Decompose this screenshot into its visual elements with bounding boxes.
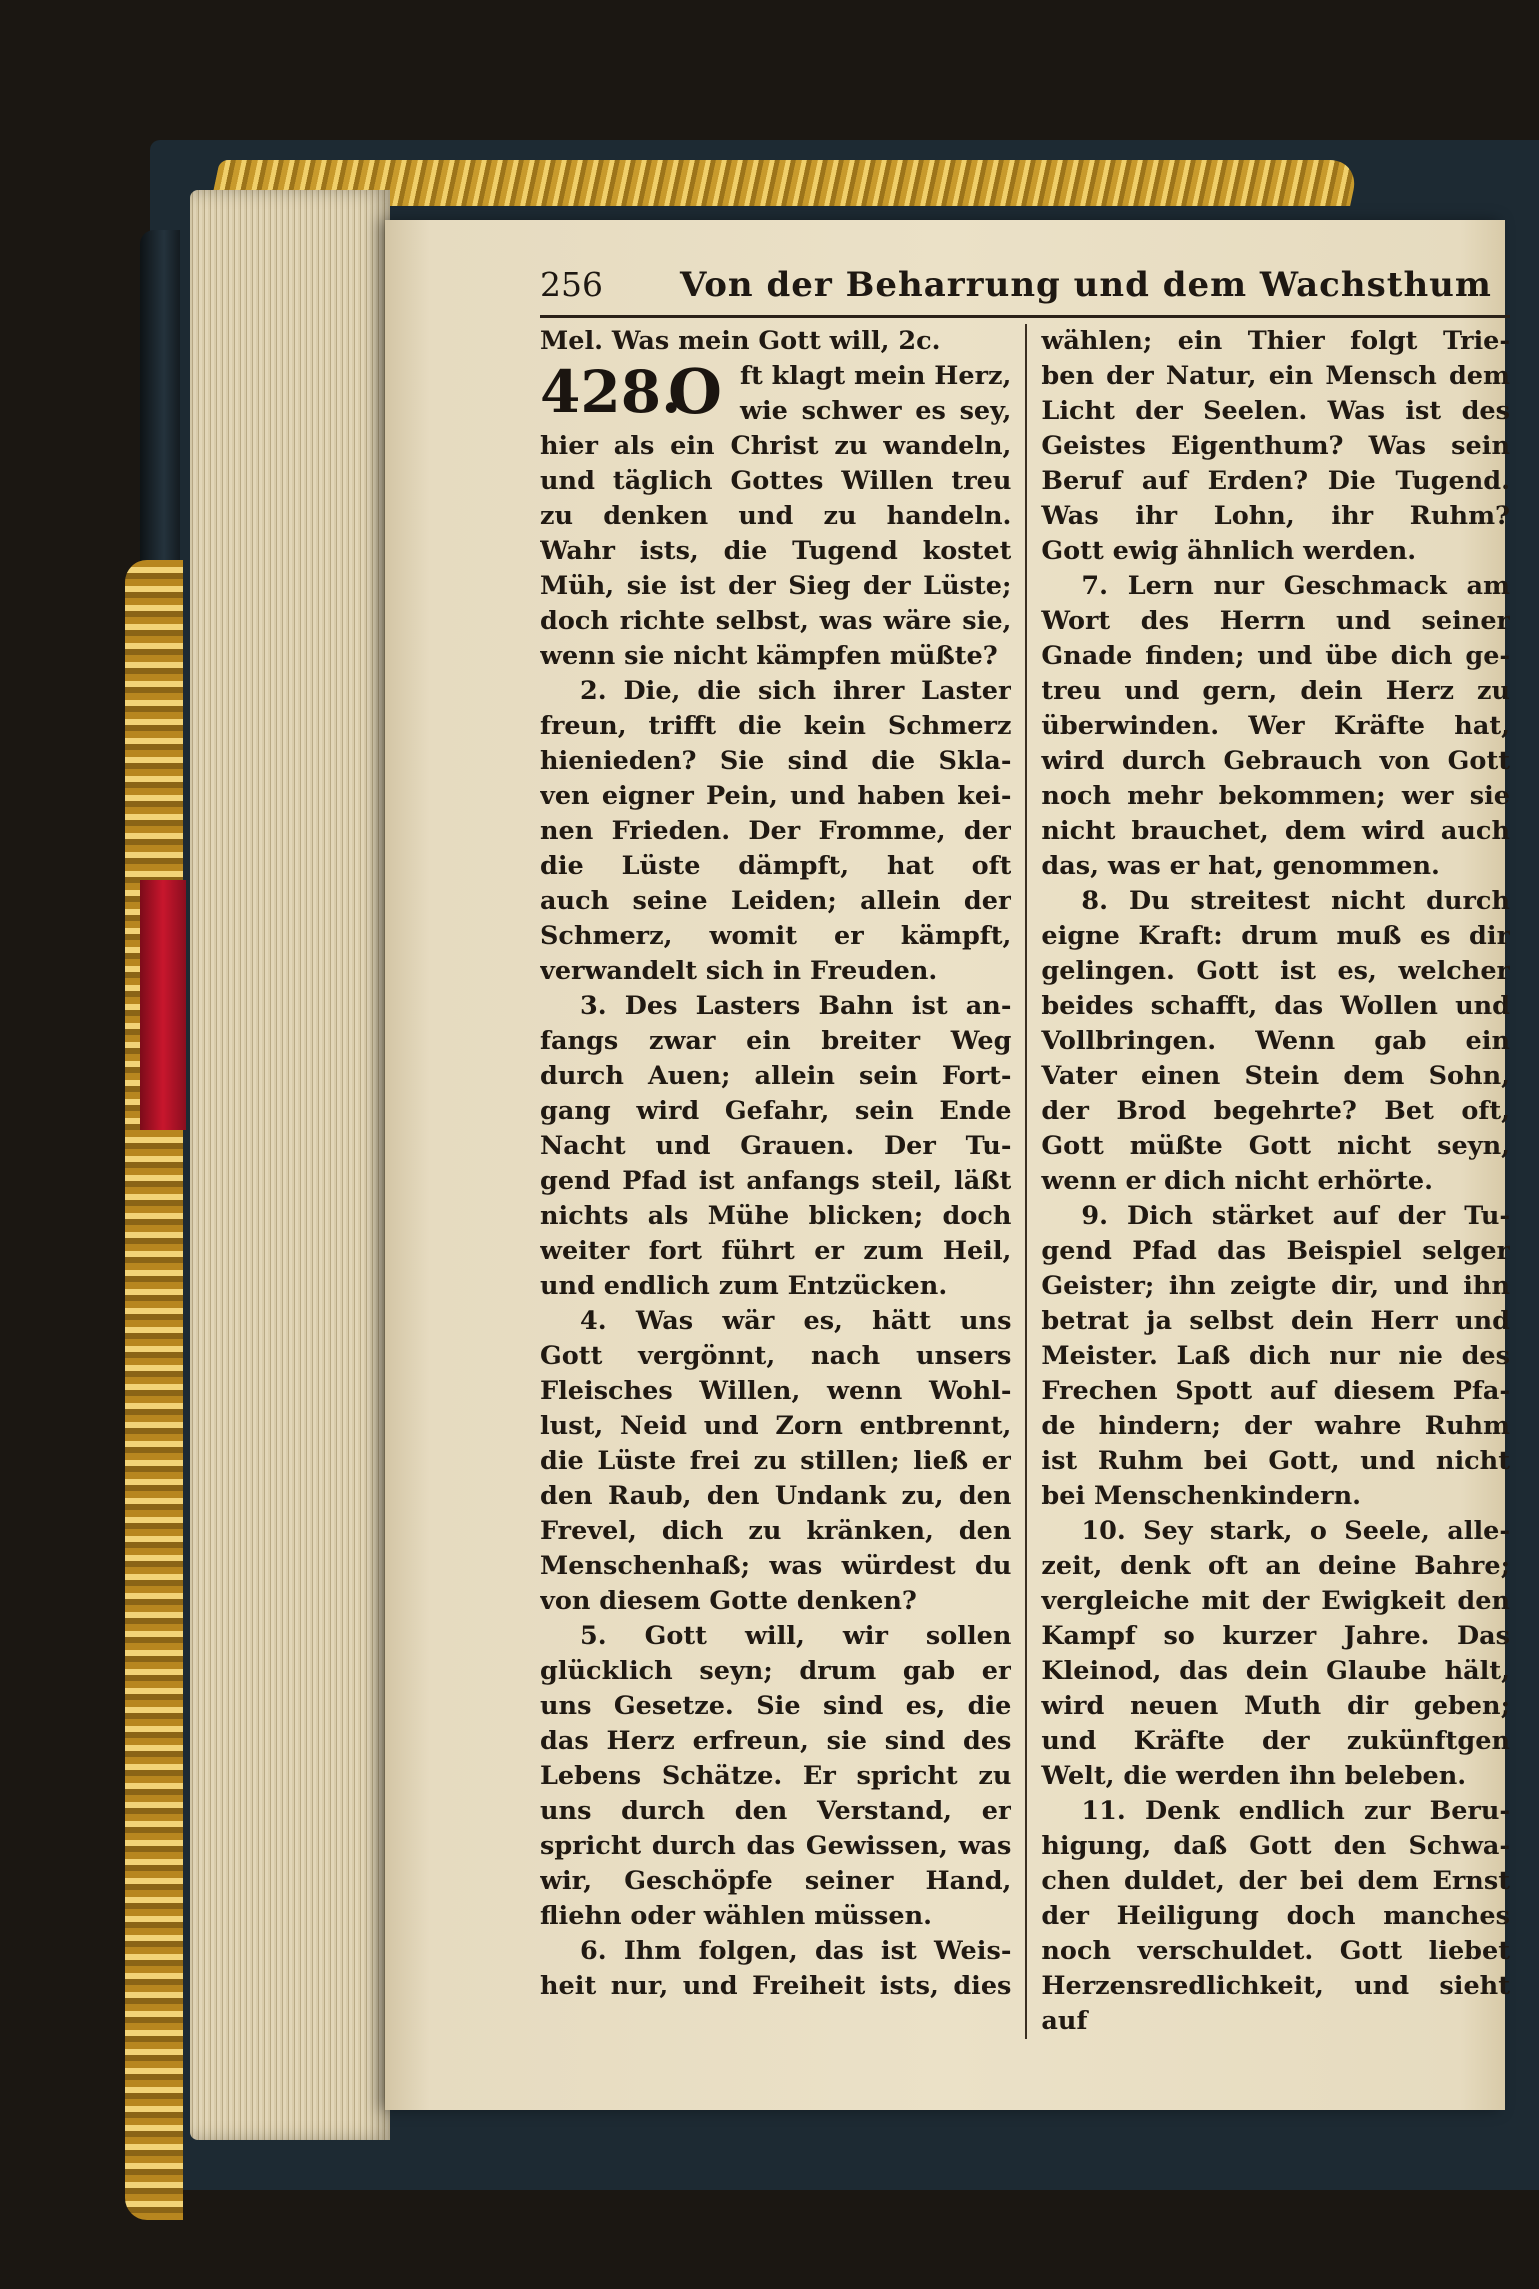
left-text-line: Mel. Was mein Gott will, 2c. — [540, 326, 941, 356]
left-text-line: Gott vergönnt, nach unsers — [540, 1341, 1012, 1371]
bookmark-ribbon — [140, 880, 186, 1130]
page-number: 256 — [540, 265, 603, 304]
page-block-edges — [190, 190, 390, 2140]
right-text-line: beides schafft, das Wollen und — [1041, 991, 1510, 1021]
left-text-line: weiter fort führt er zum Heil, — [540, 1236, 1012, 1266]
left-text-line: Menschenhaß; was würdest du — [540, 1551, 1012, 1581]
left-text-line: Frevel, dich zu kränken, den — [540, 1516, 1012, 1546]
right-text-line: Was ihr Lohn, ihr Ruhm? — [1041, 501, 1510, 531]
right-text-line: Beruf auf Erden? Die Tugend. — [1041, 466, 1510, 496]
left-text-line: gend Pfad ist anfangs steil, läßt — [540, 1166, 1012, 1196]
left-text-line: hienieden? Sie sind die Skla- — [540, 746, 1012, 776]
right-text-line: wird neuen Muth dir geben; — [1041, 1691, 1510, 1721]
right-text-line: ben der Natur, ein Mensch dem — [1041, 361, 1510, 391]
right-text-line: zeit, denk oft an deine Bahre; — [1041, 1551, 1510, 1581]
left-text-line: nen Frieden. Der Fromme, der — [540, 816, 1012, 846]
left-text-line: Müh, sie ist der Sieg der Lüste; — [540, 571, 1012, 601]
left-text-line: den Raub, den Undank zu, den — [540, 1481, 1012, 1511]
left-text-line: 2. Die, die sich ihrer Laster — [580, 676, 1012, 706]
left-text-line: 5. Gott will, wir sollen — [580, 1621, 1012, 1651]
right-text-line: 7. Lern nur Geschmack am — [1081, 571, 1510, 601]
right-text-line: Welt, die werden ihn beleben. — [1041, 1761, 1467, 1791]
page-content — [540, 265, 1510, 2039]
right-text-line: wählen; ein Thier folgt Trie- — [1041, 326, 1510, 356]
right-text-line: de hindern; der wahre Ruhm — [1041, 1411, 1510, 1441]
right-text-line: Wort des Herrn und seiner — [1041, 606, 1510, 636]
right-text-line: und Kräfte der zukünftgen — [1041, 1726, 1510, 1756]
right-text-line: Vollbringen. Wenn gab ein — [1041, 1026, 1510, 1056]
right-text-line: 8. Du streitest nicht durch — [1081, 886, 1510, 916]
right-text-line: eigne Kraft: drum muß es dir — [1041, 921, 1510, 951]
left-text-line: glücklich seyn; drum gab er — [540, 1656, 1012, 1686]
gilt-fore-edge — [125, 560, 183, 2220]
left-text-line: Schmerz, womit er kämpft, — [540, 921, 1012, 951]
right-column — [1037, 324, 1510, 2039]
right-text-line: bei Menschenkindern. — [1041, 1481, 1361, 1511]
left-text-line: Fleisches Willen, wenn Wohl- — [540, 1376, 1012, 1406]
left-text-line: uns durch den Verstand, er — [540, 1796, 1012, 1826]
left-text-line: verwandelt sich in Freuden. — [540, 956, 938, 986]
right-text-line: chen duldet, der bei dem Ernst — [1041, 1866, 1510, 1896]
right-text-line: 9. Dich stärket auf der Tu- — [1081, 1201, 1510, 1231]
right-text-line: Vater einen Stein dem Sohn, — [1041, 1061, 1510, 1091]
left-text-line: wie schwer es sey, — [740, 396, 1012, 426]
left-text-line: fangs zwar ein breiter Weg — [540, 1026, 1012, 1056]
right-text-line: Geister; ihn zeigte dir, und ihn — [1041, 1271, 1510, 1301]
left-text-line: auch seine Leiden; allein der — [540, 886, 1012, 916]
right-text-line: noch mehr bekommen; wer sie — [1041, 781, 1510, 811]
left-text-line: 6. Ihm folgen, das ist Weis- — [580, 1936, 1012, 1966]
right-text-line: vergleiche mit der Ewigkeit den — [1041, 1586, 1510, 1616]
left-text-line: die Lüste frei zu stillen; ließ er — [540, 1446, 1012, 1476]
left-text-line: wenn sie nicht kämpfen müßte? — [540, 641, 998, 671]
right-text-line: higung, daß Gott den Schwa- — [1041, 1831, 1510, 1861]
left-text-line: und täglich Gottes Willen treu — [540, 466, 1012, 496]
left-text-line: uns Gesetze. Sie sind es, die — [540, 1691, 1012, 1721]
right-text-line: 11. Denk endlich zur Beru- — [1081, 1796, 1510, 1826]
left-text-line: gang wird Gefahr, sein Ende — [540, 1096, 1012, 1126]
right-text-line: der Heiligung doch manches — [1041, 1901, 1510, 1931]
left-text-line: die Lüste dämpft, hat oft — [540, 851, 1012, 881]
left-text-line: wir, Geschöpfe seiner Hand, — [540, 1866, 1012, 1896]
left-text-line: spricht durch das Gewissen, was — [540, 1831, 1012, 1861]
hymn-number: 428. — [540, 358, 682, 426]
right-text-line: der Brod begehrte? Bet oft, — [1041, 1096, 1510, 1126]
right-text-line: gend Pfad das Beispiel selger — [1041, 1236, 1510, 1266]
right-text-line: treu und gern, dein Herz zu — [1041, 676, 1510, 706]
right-text-line: wird durch Gebrauch von Gott — [1041, 746, 1510, 776]
left-text-line: zu denken und zu handeln. — [540, 501, 1012, 531]
left-text-line: freun, trifft die kein Schmerz — [540, 711, 1012, 741]
right-text-line: überwinden. Wer Kräfte hat, — [1041, 711, 1510, 741]
left-text-line: heit nur, und Freiheit ists, dies — [540, 1971, 1012, 2001]
left-text-line: Wahr ists, die Tugend kostet — [540, 536, 1012, 566]
right-text-line: auf — [1041, 2006, 1088, 2036]
right-text-line: Gnade finden; und übe dich ge- — [1041, 641, 1510, 671]
right-text-line: Gott ewig ähnlich werden. — [1041, 536, 1417, 566]
left-text-line: und endlich zum Entzücken. — [540, 1271, 948, 1301]
right-text-line: Herzensredlichkeit, und sieht — [1041, 1971, 1510, 2001]
running-head — [540, 265, 1510, 318]
left-text-line: Lebens Schätze. Er spricht zu — [540, 1761, 1012, 1791]
left-text-line: durch Auen; allein sein Fort- — [540, 1061, 1012, 1091]
left-text-line: lust, Neid und Zorn entbrennt, — [540, 1411, 1012, 1441]
right-text-line: Meister. Laß dich nur nie des — [1041, 1341, 1510, 1371]
left-text-line: Nacht und Grauen. Der Tu- — [540, 1131, 1012, 1161]
right-text-line: noch verschuldet. Gott liebet — [1041, 1936, 1510, 1966]
drop-initial: O — [668, 355, 723, 428]
left-text-line: doch richte selbst, was wäre sie, — [540, 606, 1012, 636]
right-text-line: betrat ja selbst dein Herr und — [1041, 1306, 1510, 1336]
right-text-line: gelingen. Gott ist es, welcher — [1041, 956, 1510, 986]
right-text-line: Gott müßte Gott nicht seyn, — [1041, 1131, 1510, 1161]
right-text-line: Frechen Spott auf diesem Pfa- — [1041, 1376, 1510, 1406]
printed-page — [385, 220, 1510, 2110]
left-text-line: von diesem Gotte denken? — [540, 1586, 917, 1616]
right-text-line: nicht brauchet, dem wird auch — [1041, 816, 1510, 846]
column-rule — [1025, 324, 1027, 2039]
right-text-line: Licht der Seelen. Was ist des — [1041, 396, 1510, 426]
left-text-line: 4. Was wär es, hätt uns — [580, 1306, 1012, 1336]
running-head-title: Von der Beharrung und dem Wachsthum — [680, 265, 1492, 305]
right-text-line: wenn er dich nicht erhörte. — [1041, 1166, 1433, 1196]
left-text-line: hier als ein Christ zu wandeln, — [540, 431, 1012, 461]
left-text-line: ven eigner Pein, und haben kei- — [540, 781, 1012, 811]
text-columns — [540, 324, 1510, 2039]
left-text-line: ft klagt mein Herz, — [740, 361, 1012, 391]
left-text-line: nichts als Mühe blicken; doch — [540, 1201, 1012, 1231]
left-column — [540, 324, 1021, 2039]
left-text-line: fliehn oder wählen müssen. — [540, 1901, 933, 1931]
right-text-line: Geistes Eigenthum? Was sein — [1041, 431, 1510, 461]
left-text-line: das Herz erfreun, sie sind des — [540, 1726, 1012, 1756]
right-text-line: Kampf so kurzer Jahre. Das — [1041, 1621, 1510, 1651]
right-text-line: 10. Sey stark, o Seele, alle- — [1081, 1516, 1510, 1546]
right-text-line: Kleinod, das dein Glaube hält, — [1041, 1656, 1510, 1686]
right-text-line: das, was er hat, genommen. — [1041, 851, 1440, 881]
right-text-line: ist Ruhm bei Gott, und nicht — [1041, 1446, 1510, 1476]
left-text-line: 3. Des Lasters Bahn ist an- — [580, 991, 1012, 1021]
